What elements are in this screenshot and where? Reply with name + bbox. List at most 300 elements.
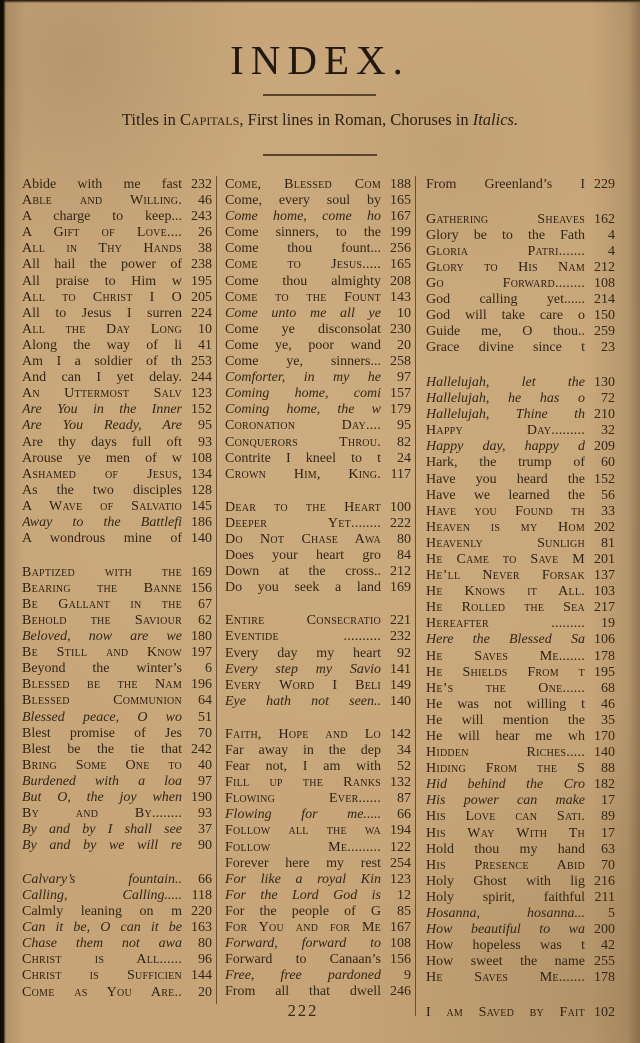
- entry-title: Forward to Canaan’s: [225, 952, 381, 968]
- entry-title: From Greenland’s I: [426, 177, 585, 192]
- index-entry: [22, 354, 212, 370]
- entry-title: For the Lord God is: [225, 887, 381, 903]
- index-entry: [426, 970, 615, 986]
- index-entry: [225, 904, 411, 920]
- entry-page: 17: [601, 825, 615, 841]
- legend-segment: Capitals: [180, 110, 240, 129]
- index-entry: [22, 742, 212, 758]
- index-entry: [225, 678, 411, 694]
- index-entry: [22, 888, 212, 904]
- entry-title: By and by we will re: [22, 838, 182, 854]
- entry-title: A Gift of Love....: [22, 225, 182, 241]
- entry-page: 140: [191, 531, 212, 547]
- entry-page: 6: [205, 661, 212, 677]
- entry-title: Happy day, happy d: [426, 439, 585, 455]
- entry-title: For like a royal Kin: [225, 871, 381, 887]
- entry-page: 123: [191, 386, 212, 402]
- entry-title: By and By........: [22, 806, 182, 822]
- entry-page: 145: [191, 498, 212, 514]
- index-entry: [426, 842, 615, 858]
- index-entry: [22, 499, 212, 515]
- index-entry: [225, 888, 411, 904]
- index-entry: [22, 661, 212, 677]
- entry-page: 117: [390, 466, 411, 482]
- entry-page: 95: [198, 418, 212, 434]
- entry-page: 92: [397, 645, 411, 661]
- entry-page: 246: [390, 984, 411, 1000]
- entry-title: He Came to Save M: [426, 551, 585, 567]
- entry-page: 182: [594, 777, 615, 793]
- entry-page: 162: [594, 211, 615, 227]
- index-entry: [426, 584, 615, 600]
- index-entry: [22, 193, 212, 209]
- entry-page: 157: [390, 386, 411, 402]
- entry-title: Calvary’s fountain..: [22, 871, 182, 887]
- index-entry: [225, 564, 411, 580]
- index-entry: [225, 274, 411, 290]
- entry-title: Forever here my rest: [225, 855, 381, 871]
- index-entry: [225, 775, 411, 791]
- index-entry: [22, 597, 212, 613]
- legend-segment: Titles in: [121, 110, 181, 129]
- index-column-2: [225, 177, 411, 1001]
- entry-title: Are thy days full oft: [22, 434, 182, 450]
- entry-page: 17: [601, 793, 615, 809]
- entry-title: Christ is Sufficien: [22, 968, 182, 984]
- entry-page: 4: [608, 243, 615, 259]
- entry-title: Do you seek a land: [225, 580, 381, 596]
- entry-page: 60: [601, 455, 615, 471]
- entry-page: 134: [191, 466, 212, 482]
- entry-page: 149: [390, 677, 411, 693]
- index-entry: [426, 568, 615, 584]
- entry-title: Arouse ye men of w: [22, 450, 182, 466]
- entry-page: 224: [191, 305, 212, 321]
- entry-title: Beyond the winter’s: [22, 661, 182, 677]
- index-entry: [426, 536, 615, 552]
- entry-page: 33: [601, 503, 615, 519]
- entry-title: Blest be the tie that: [22, 741, 182, 757]
- index-entry: [22, 774, 212, 790]
- index-entry: [426, 681, 615, 697]
- index-entry: [22, 225, 212, 241]
- entry-title: Have you Found th: [426, 503, 585, 519]
- entry-title: Glory to His Nam: [426, 259, 585, 275]
- entry-title: Calmly leaning on m: [22, 904, 182, 920]
- index-entry: [225, 467, 411, 483]
- entry-page: 238: [191, 257, 212, 273]
- index-entry: [22, 613, 212, 629]
- entry-title: Burdened with a loa: [22, 773, 182, 789]
- entry-page: 108: [191, 450, 212, 466]
- entry-page: 221: [390, 613, 411, 629]
- entry-page: 9: [404, 968, 411, 984]
- index-entry: [426, 407, 615, 423]
- entry-page: 51: [198, 709, 212, 725]
- entry-title: Come thou almighty: [225, 273, 381, 289]
- index-entry: [426, 793, 615, 809]
- entry-page: 46: [198, 193, 212, 209]
- entry-page: 66: [397, 807, 411, 823]
- index-column-1: [22, 177, 212, 1001]
- entry-page: 167: [390, 920, 411, 936]
- entry-title: Bearing the Banne: [22, 580, 182, 596]
- folio-page-number: 222: [287, 1001, 319, 1020]
- index-entry: [225, 177, 411, 193]
- entry-page: 179: [390, 402, 411, 418]
- index-entry: [426, 890, 615, 906]
- index-entry: [225, 759, 411, 775]
- index-entry: [225, 532, 411, 548]
- entry-page: 167: [390, 209, 411, 225]
- entry-title: Coming home, the w: [225, 402, 381, 418]
- entry-title: He Knows it All.: [426, 584, 585, 600]
- entry-page: 56: [601, 487, 615, 503]
- index-entry: [426, 391, 615, 407]
- entry-page: 178: [594, 648, 615, 664]
- entry-title: How hopeless was t: [426, 938, 585, 954]
- entry-title: Eye hath not seen..: [225, 693, 381, 709]
- entry-title: Have we learned the: [426, 487, 585, 503]
- index-entry: [22, 241, 212, 257]
- index-entry: [22, 806, 212, 822]
- entry-title: Are You in the Inner: [22, 402, 182, 418]
- entry-page: 209: [594, 439, 615, 455]
- entry-title: Along the way of li: [22, 337, 182, 353]
- index-entry: [225, 727, 411, 743]
- index-entry: [22, 710, 212, 726]
- entry-title: Blessed be the Nam: [22, 677, 182, 693]
- index-entry: [426, 488, 615, 504]
- entry-page: 211: [594, 889, 615, 905]
- entry-title: All to Christ I O: [22, 289, 182, 305]
- entry-page: 24: [397, 450, 411, 466]
- index-entry: [426, 761, 615, 777]
- index-entry: [225, 338, 411, 354]
- index-entry: [426, 777, 615, 793]
- entry-title: He’ll Never Forsak: [426, 568, 585, 584]
- entry-title: Come thou fount...: [225, 241, 381, 257]
- entry-title: Am I a soldier of th: [22, 354, 182, 370]
- entry-title: Crown Him, King.: [225, 466, 381, 482]
- entry-page: 68: [601, 680, 615, 696]
- index-entry: [22, 467, 212, 483]
- entry-page: 199: [390, 225, 411, 241]
- index-entry: [426, 520, 615, 536]
- index-entry: [426, 439, 615, 455]
- entry-title: Follow Me.........: [225, 839, 381, 855]
- entry-page: 93: [198, 806, 212, 822]
- index-entry: [426, 472, 615, 488]
- entry-title: As the two disciples: [22, 482, 182, 498]
- entry-page: 137: [594, 568, 615, 584]
- entry-title: He will mention the: [426, 712, 585, 728]
- entry-page: 253: [191, 354, 212, 370]
- entry-page: 163: [191, 920, 212, 936]
- entry-page: 197: [191, 645, 212, 661]
- entry-title: Hold thou my hand: [426, 841, 585, 857]
- entry-page: 212: [390, 564, 411, 580]
- header-rule-top: [263, 94, 376, 96]
- entry-title: Entire Consecratio: [225, 613, 381, 629]
- index-entry: [22, 629, 212, 645]
- entry-title: Come ye disconsolat: [225, 321, 381, 337]
- index-entry: [426, 632, 615, 648]
- entry-page: 32: [601, 423, 615, 439]
- entry-page: 20: [198, 984, 212, 1000]
- entry-title: Chase them not awa: [22, 936, 182, 952]
- entry-page: 12: [397, 887, 411, 903]
- entry-page: 165: [390, 193, 411, 209]
- entry-page: 140: [390, 693, 411, 709]
- entry-page: 220: [191, 904, 212, 920]
- entry-page: 70: [601, 857, 615, 873]
- entry-page: 194: [390, 823, 411, 839]
- entry-title: Free, free pardoned: [225, 968, 381, 984]
- index-entry: [22, 952, 212, 968]
- entry-title: Here the Blessed Sa: [426, 632, 585, 648]
- entry-page: 41: [198, 337, 212, 353]
- entry-page: 80: [397, 531, 411, 547]
- entry-title: Every step my Savio: [225, 661, 381, 677]
- entry-title: He Saves Me.......: [426, 648, 585, 664]
- index-entry: [225, 435, 411, 451]
- index-entry: [225, 354, 411, 370]
- entry-page: 37: [198, 822, 212, 838]
- index-entry: [22, 822, 212, 838]
- header-rule-bottom: [263, 154, 377, 156]
- entry-title: Forward, forward to: [225, 936, 381, 952]
- index-entry: [225, 225, 411, 241]
- index-entry: [225, 306, 411, 322]
- entry-page: 196: [191, 677, 212, 693]
- index-entry: [22, 758, 212, 774]
- index-entry: [225, 418, 411, 434]
- entry-title: Come sinners, to the: [225, 225, 381, 241]
- index-entry: [426, 552, 615, 568]
- index-entry: [225, 322, 411, 338]
- entry-title: Calling, Calling.....: [22, 887, 182, 903]
- index-entry: [426, 729, 615, 745]
- index-entry: [426, 938, 615, 954]
- entry-page: 169: [191, 564, 212, 580]
- entry-title: All praise to Him w: [22, 273, 182, 289]
- index-entry: [426, 745, 615, 761]
- entry-page: 152: [594, 471, 615, 487]
- entry-page: 143: [390, 289, 411, 305]
- entry-page: 150: [594, 308, 615, 324]
- entry-title: Christ is All......: [22, 952, 182, 968]
- entry-page: 95: [397, 418, 411, 434]
- entry-page: 188: [390, 177, 411, 192]
- entry-title: Bring Some One to: [22, 757, 182, 773]
- index-entry: [225, 984, 411, 1000]
- entry-title: All hail the power of: [22, 257, 182, 273]
- index-entry: [225, 920, 411, 936]
- entry-page: 169: [390, 580, 411, 596]
- index-entry: [22, 451, 212, 467]
- entry-page: 217: [594, 600, 615, 616]
- entry-title: A wondrous mine of: [22, 531, 182, 547]
- entry-page: 102: [594, 1005, 615, 1020]
- entry-page: 210: [594, 407, 615, 423]
- entry-title: Comforter, in my he: [225, 370, 381, 386]
- entry-title: Blessed peace, O wo: [22, 709, 182, 725]
- index-entry: [225, 290, 411, 306]
- section-gap: [225, 483, 411, 500]
- section-gap: [225, 710, 411, 727]
- entry-title: His Love can Sati.: [426, 809, 585, 825]
- entry-title: All in Thy Hands: [22, 241, 182, 257]
- index-entry: [426, 809, 615, 825]
- entry-page: 256: [390, 241, 411, 257]
- entry-title: Hallelujah, he has o: [426, 391, 585, 407]
- index-entry: [22, 565, 212, 581]
- entry-page: 232: [191, 177, 212, 192]
- entry-title: God calling yet......: [426, 292, 585, 308]
- entry-page: 195: [191, 273, 212, 289]
- entry-title: Be Still and Know: [22, 645, 182, 661]
- entry-title: Ashamed of Jesus,: [22, 466, 182, 482]
- entry-title: An Uttermost Salv: [22, 386, 182, 402]
- entry-page: 128: [191, 482, 212, 498]
- entry-title: Hidden Riches.....: [426, 745, 585, 761]
- entry-title: Deeper Yet........: [225, 515, 381, 531]
- entry-title: Flowing Ever......: [225, 791, 381, 807]
- index-entry: [225, 952, 411, 968]
- entry-title: A charge to keep...: [22, 209, 182, 225]
- entry-page: 108: [390, 936, 411, 952]
- entry-title: Heaven is my Hom: [426, 519, 585, 535]
- entry-page: 62: [198, 612, 212, 628]
- entry-page: 103: [594, 584, 615, 600]
- entry-page: 82: [397, 434, 411, 450]
- entry-page: 255: [594, 954, 615, 970]
- entry-title: Baptized with the: [22, 564, 182, 580]
- index-entry: [22, 581, 212, 597]
- index-entry: [225, 646, 411, 662]
- entry-title: He Saves Me.......: [426, 970, 585, 986]
- entry-title: Come, Blessed Com: [225, 177, 381, 192]
- entry-title: Hark, the trump of: [426, 455, 585, 471]
- entry-page: 89: [601, 809, 615, 825]
- section-gap: [22, 854, 212, 872]
- entry-title: Abide with me fast: [22, 177, 182, 192]
- index-entry: [426, 665, 615, 681]
- index-entry: [22, 726, 212, 742]
- index-entry: [426, 874, 615, 890]
- index-entry: [225, 791, 411, 807]
- entry-title: All to Jesus I surren: [22, 305, 182, 321]
- index-entry: [426, 375, 615, 391]
- entry-title: Blest promise of Jes: [22, 725, 182, 741]
- index-entry: [225, 807, 411, 823]
- index-entry: [22, 920, 212, 936]
- entry-page: 165: [390, 257, 411, 273]
- entry-page: 35: [601, 712, 615, 728]
- entry-page: 186: [191, 514, 212, 530]
- section-gap: [426, 193, 615, 212]
- entry-page: 232: [390, 629, 411, 645]
- entry-title: Holy spirit, faithful: [426, 889, 585, 905]
- entry-title: Hiding From the S: [426, 761, 585, 777]
- entry-title: He Rolled the Sea: [426, 600, 585, 616]
- entry-title: Come unto me all ye: [225, 305, 381, 321]
- legend-segment: Italics.: [472, 110, 519, 129]
- entry-page: 106: [594, 632, 615, 648]
- entry-title: Behold the Saviour: [22, 612, 182, 628]
- entry-page: 254: [390, 855, 411, 871]
- index-entry: [22, 693, 212, 709]
- page-edge-top: [0, 0, 640, 3]
- entry-title: He’s the One......: [426, 680, 585, 696]
- index-entry: [426, 177, 615, 193]
- entry-page: 242: [191, 741, 212, 757]
- index-entry: [22, 985, 212, 1001]
- index-entry: [225, 451, 411, 467]
- entry-title: He was not willing t: [426, 696, 585, 712]
- entry-page: 42: [601, 938, 615, 954]
- entry-title: Come, every soul by: [225, 193, 381, 209]
- column-divider-1: [216, 176, 217, 1004]
- entry-page: 202: [594, 519, 615, 535]
- entry-title: Glory be to the Fath: [426, 227, 585, 243]
- entry-title: Be Gallant in the: [22, 596, 182, 612]
- index-entry: [426, 244, 615, 260]
- entry-page: 72: [601, 391, 615, 407]
- entry-page: 63: [601, 841, 615, 857]
- entry-page: 205: [191, 289, 212, 305]
- entry-title: Gloria Patri.......: [426, 243, 585, 259]
- entry-title: A Wave of Salvatio: [22, 498, 182, 514]
- entry-page: 222: [390, 515, 411, 531]
- index-entry: [426, 713, 615, 729]
- entry-page: 140: [594, 745, 615, 761]
- entry-title: Every day my heart: [225, 645, 381, 661]
- entry-page: 259: [594, 324, 615, 340]
- entry-title: Coronation Day....: [225, 418, 381, 434]
- index-entry: [225, 856, 411, 872]
- entry-title: His power can make: [426, 793, 585, 809]
- index-entry: [22, 209, 212, 225]
- entry-title: Come home, come ho: [225, 209, 381, 225]
- index-entry: [426, 600, 615, 616]
- entry-title: Come ye, poor wand: [225, 337, 381, 353]
- index-entry: [22, 872, 212, 888]
- entry-title: And can I yet delay.: [22, 370, 182, 386]
- index-entry: [426, 954, 615, 970]
- index-entry: [22, 531, 212, 547]
- entry-page: 70: [198, 725, 212, 741]
- entry-title: He will hear me wh: [426, 729, 585, 744]
- entry-title: Conquerors Throu.: [225, 434, 381, 450]
- entry-page: 212: [594, 259, 615, 275]
- index-entry: [225, 193, 411, 209]
- index-entry: [225, 629, 411, 645]
- entry-title: Have you heard the: [426, 471, 585, 487]
- index-entry: [225, 936, 411, 952]
- entry-page: 230: [390, 321, 411, 337]
- entry-page: 87: [397, 791, 411, 807]
- entry-page: 10: [397, 305, 411, 321]
- index-entry: [225, 516, 411, 532]
- entry-title: Hid behind the Cro: [426, 777, 585, 793]
- entry-page: 156: [390, 952, 411, 968]
- entry-title: Hallelujah, let the: [426, 374, 585, 390]
- entry-page: 67: [198, 596, 212, 612]
- entry-title: Faith, Hope and Lo: [225, 726, 381, 742]
- entry-title: Fill up the Ranks: [225, 775, 381, 791]
